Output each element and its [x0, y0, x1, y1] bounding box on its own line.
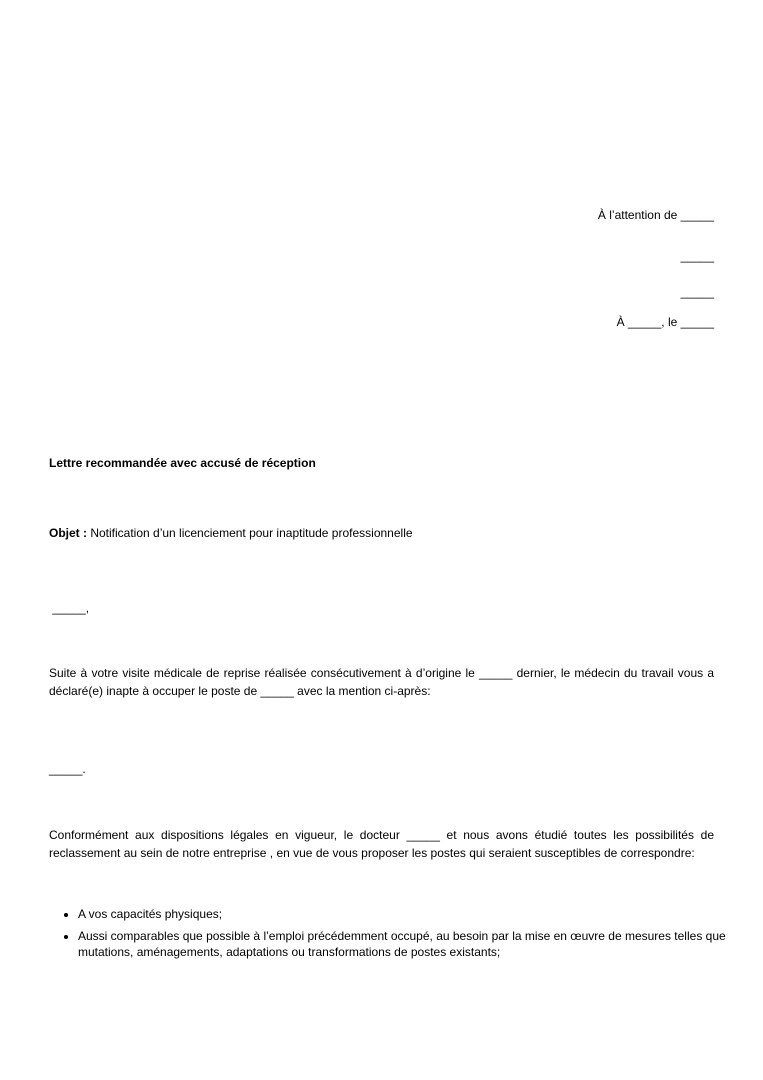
- place-and-date-line: À _____, le _____: [616, 315, 714, 329]
- subject-label: Objet :: [49, 526, 87, 540]
- recipient-address-line-2: _____: [680, 285, 714, 299]
- attention-line: À l’attention de _____: [597, 208, 714, 222]
- medical-mention: _____.: [49, 762, 86, 776]
- recipient-address-line-1: _____: [680, 249, 714, 263]
- paragraph-medical-visit: Suite à votre visite médicale de reprise réalisée consécutivement à d’origine le _____ dernier, le médecin du travail vous a déclaré(e) inapte à occuper le poste de _____ avec la mention ci-après:: [49, 666, 714, 698]
- reclassification-criteria-list: [49, 906, 728, 966]
- letter-type-heading: Lettre recommandée avec accusé de réception: [49, 456, 316, 470]
- list-item: • Aussi comparables que possible à l’emploi précédemment occupé, au besoin par la mise en œuvre de mesures telles que mutations, aménagements, adaptations ou transformations de postes existants;: [78, 928, 728, 960]
- subject-text: Notification d’un licenciement pour inaptitude professionnelle: [87, 526, 413, 540]
- paragraph-reclassification: Conformément aux dispositions légales en vigueur, le docteur _____ et nous avons étudié toutes les possibilités de reclassement au sein de notre entreprise , en vue de vous proposer les postes qui seraient susceptibles de correspondre:: [49, 828, 714, 860]
- list-item: • A vos capacités physiques;: [78, 906, 728, 922]
- subject-line: [49, 524, 714, 542]
- salutation: _____,: [49, 601, 90, 615]
